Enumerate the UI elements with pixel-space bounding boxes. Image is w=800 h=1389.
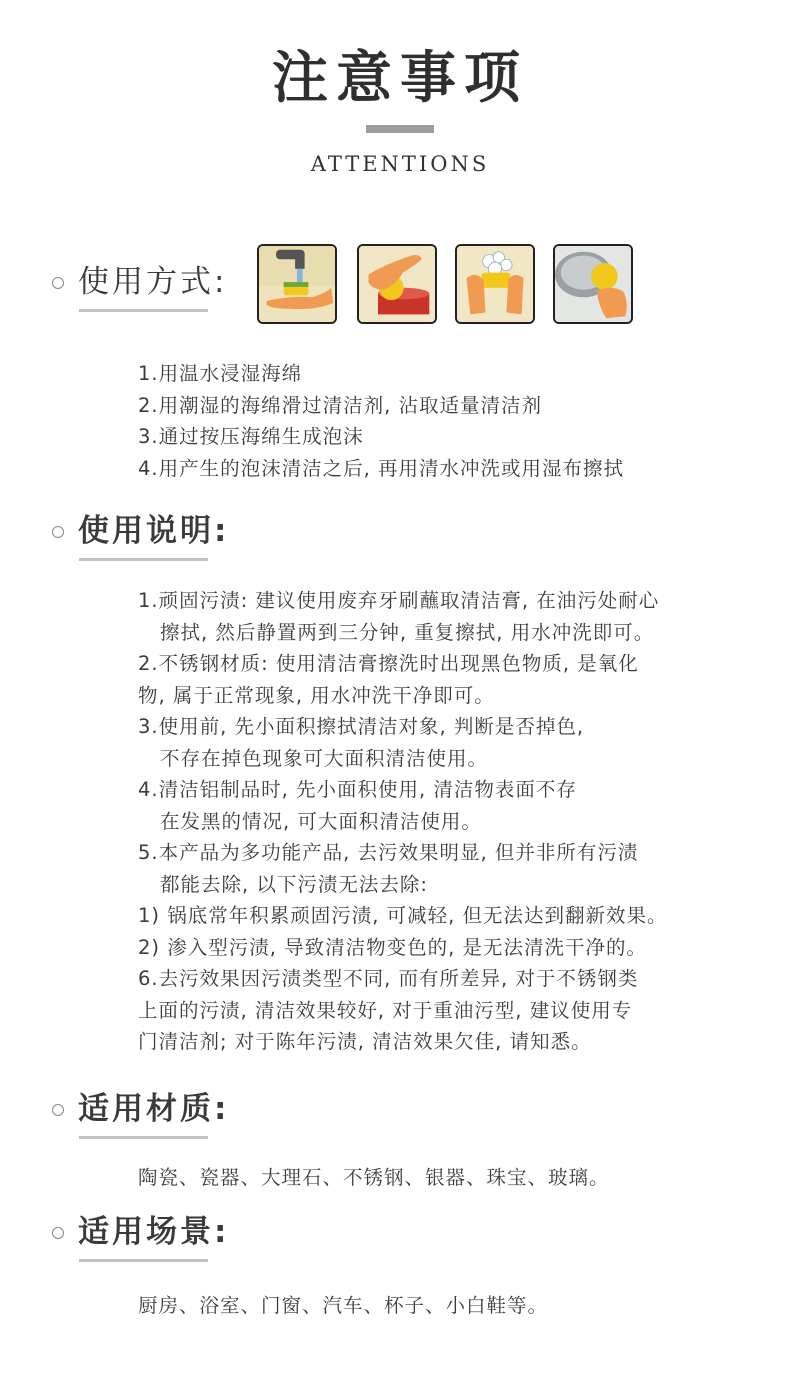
section-underline (79, 1136, 208, 1139)
circle-bullet-icon (52, 1227, 64, 1239)
section-heading-label: 使用说明: (78, 513, 230, 549)
faucet-sponge-icon (257, 244, 337, 324)
list-item: 擦拭, 然后静置两到三分钟, 重复擦拭, 用水冲洗即可。 (160, 620, 655, 644)
list-item: 2) 渗入型污渍, 导致清洁物变色的, 是无法清洗干净的。 (138, 935, 648, 959)
list-item: 不存在掉色现象可大面积清洁使用。 (160, 746, 489, 770)
list-item: 6.去污效果因污渍类型不同, 而有所差异, 对于不锈钢类 (138, 967, 639, 990)
list-item: 在发黑的情况, 可大面积清洁使用。 (160, 809, 482, 833)
circle-bullet-icon (52, 526, 64, 538)
scenes-text: 厨房、浴室、门窗、汽车、杯子、小白鞋等。 (138, 1294, 549, 1317)
list-item: 上面的污渍, 清洁效果较好, 对于重油污型, 建议使用专 (138, 998, 633, 1022)
circle-bullet-icon (52, 1104, 64, 1116)
materials-text: 陶瓷、瓷器、大理石、不锈钢、银器、珠宝、玻璃。 (138, 1166, 610, 1189)
list-item: 都能去除, 以下污渍无法去除: (160, 872, 428, 896)
usage-notes-list (138, 585, 668, 1058)
foam-sponge-icon (455, 244, 535, 324)
section-heading-label: 适用场景: (78, 1214, 230, 1250)
list-item: 1.用温水浸湿海绵 (138, 362, 303, 385)
list-item: 物, 属于正常现象, 用水冲洗干净即可。 (138, 683, 495, 707)
list-item: 2.用潮湿的海绵滑过清洁剂, 沾取适量清洁剂 (138, 393, 543, 417)
section-heading-label: 使用方式: (78, 264, 228, 300)
page-title: 注意事项 (272, 46, 528, 111)
list-item: 2.不锈钢材质: 使用清洁膏擦洗时出现黑色物质, 是氧化 (138, 652, 639, 675)
list-item: 1.顽固污渍: 建议使用废弃牙刷蘸取清洁膏, 在油污处耐心 (138, 589, 660, 612)
list-item: 4.用产生的泡沫清洁之后, 再用清水冲洗或用湿布擦拭 (138, 456, 625, 480)
list-item: 门清洁剂; 对于陈年污渍, 清洁效果欠佳, 请知悉。 (138, 1030, 592, 1053)
usage-steps-list (138, 358, 624, 484)
list-item: 4.清洁铝制品时, 先小面积使用, 清洁物表面不存 (138, 778, 577, 801)
title-divider (366, 125, 434, 133)
section-underline (79, 1259, 208, 1262)
section-heading-label: 适用材质: (78, 1091, 230, 1127)
squeeze-sponge-icon (357, 244, 437, 324)
section-underline (79, 309, 208, 312)
wipe-pan-icon (553, 244, 633, 324)
list-item: 5.本产品为多功能产品, 去污效果明显, 但并非所有污渍 (138, 841, 639, 864)
list-item: 3.通过按压海绵生成泡沫 (138, 425, 364, 448)
section-underline (79, 558, 208, 561)
list-item: 1) 锅底常年积累顽固污渍, 可减轻, 但无法达到翻新效果。 (138, 904, 668, 927)
list-item: 3.使用前, 先小面积擦拭清洁对象, 判断是否掉色, (138, 715, 585, 738)
page-subtitle: ATTENTIONS (310, 152, 490, 176)
circle-bullet-icon (52, 277, 64, 289)
